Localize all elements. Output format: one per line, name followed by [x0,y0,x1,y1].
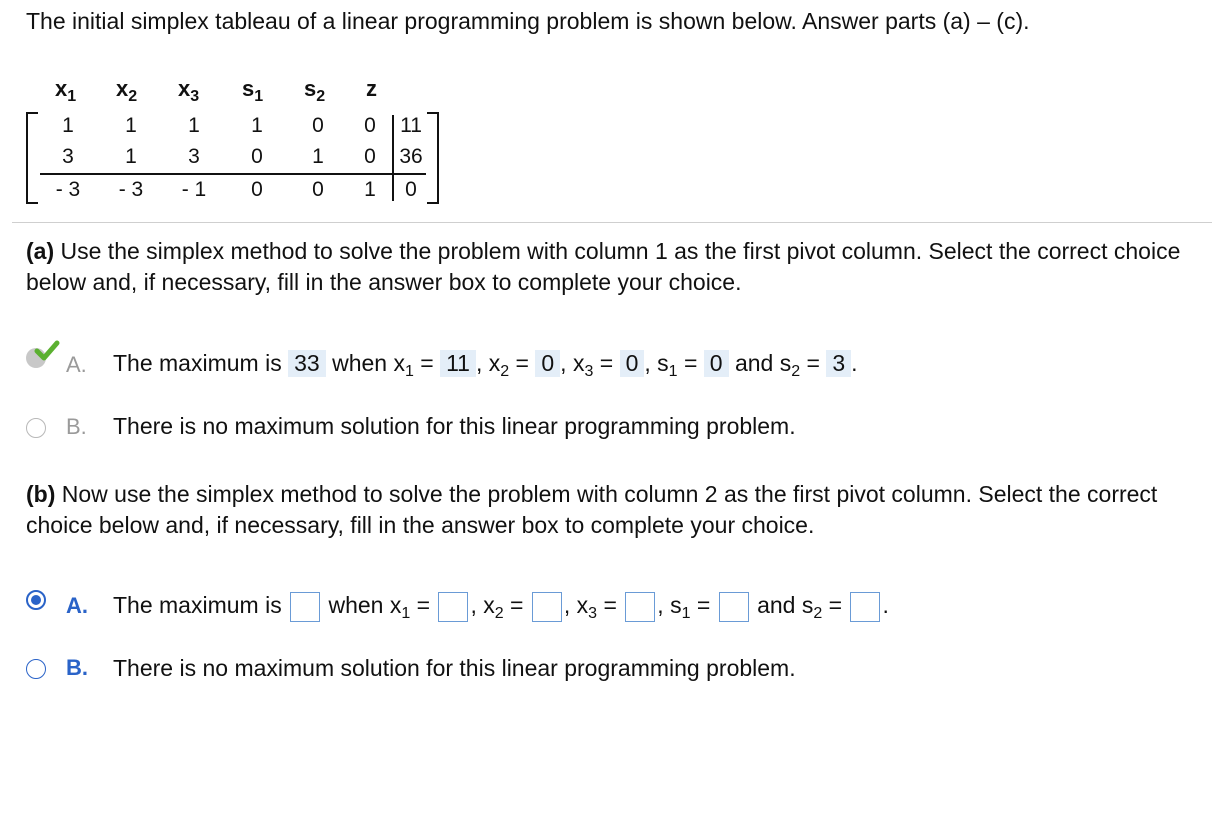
part-b-label: (b) [26,481,56,507]
cell: 1 [312,145,324,168]
part-b-choice-b-letter: B. [66,655,88,680]
cell: 0 [364,145,376,168]
cell: 3 [62,145,74,168]
cell: - 3 [55,178,81,201]
cell: 3 [188,145,200,168]
when-text: when [328,592,384,619]
part-b-prompt [26,479,1196,541]
s2-input[interactable] [850,592,880,622]
x2-answer: 0 [535,350,560,377]
part-b-choice-a-radio[interactable] [26,590,46,610]
cell: 0 [405,178,417,201]
maximum-input[interactable] [290,592,320,622]
right-bracket-top [427,112,439,114]
header-x1: $x_1$ [55,76,77,105]
s2-answer: 3 [826,350,851,377]
header-s2: $s_2$ [304,76,326,105]
s1-answer: 0 [704,350,729,377]
checkmark-icon [34,340,60,362]
part-a-choice-b-text[interactable]: There is no maximum solution for this linear programming problem. [113,413,796,439]
part-b-choice-a[interactable]: The maximum is when $x_1$ = , $x_2$ = , $x_3$ = , $s_1$ = and $s_2$ = . [113,592,889,623]
part-a-choice-b-radio[interactable] [26,418,46,438]
x1-input[interactable] [438,592,468,622]
objective-separator [40,173,426,175]
left-bracket-bottom [26,202,38,204]
header-s1: $s_1$ [242,76,264,105]
x2-input[interactable] [532,592,562,622]
cell: 0 [251,178,263,201]
choice-text: The maximum is [113,350,282,376]
and-text: and [757,592,796,619]
cell: 1 [251,114,263,137]
right-bracket-bottom [427,202,439,204]
part-b-choice-a-letter: A. [66,593,88,618]
choice-text: The maximum is [113,592,282,619]
cell: 1 [125,114,137,137]
part-a-choice-b-letter: B. [66,414,87,439]
cell: 11 [400,114,422,137]
part-a-choice-a[interactable]: The maximum is 33 when $x_1 = 11$ , $x_2 = 0$ , $x_3 = 0$ , $s_1 = 0$ and $s_2 = 3$ . [113,350,858,380]
part-a-label: (a) [26,238,55,264]
x3-input[interactable] [625,592,655,622]
cell: - 3 [118,178,144,201]
cell: 0 [251,145,263,168]
header-x2: $x_2$ [116,76,138,105]
instructions: The initial simplex tableau of a linear programming problem is shown below. Answer parts (a) – (c). [26,8,1030,34]
when-text: when [332,350,388,376]
x1-answer: 11 [440,350,476,377]
s1-input[interactable] [719,592,749,622]
section-divider [12,222,1212,223]
header-x3: $x_3$ [178,76,200,105]
cell: 0 [312,114,324,137]
part-b-choice-b-radio[interactable] [26,659,46,679]
left-bracket [26,112,28,204]
left-bracket-top [26,112,38,114]
part-b-choice-b-text[interactable]: There is no maximum solution for this linear programming problem. [113,655,796,681]
cell: 0 [312,178,324,201]
cell: 1 [62,114,74,137]
right-bracket [437,112,439,204]
part-a-text: Use the simplex method to solve the problem with column 1 as the first pivot column. Select the correct choice below and, if necessary, fill in the answer box to complete your choice. [26,238,1181,295]
cell: 0 [364,114,376,137]
part-a-choice-a-letter: A. [66,352,87,377]
cell: 36 [399,145,423,168]
maximum-answer: 33 [288,350,326,377]
cell: 1 [364,178,376,201]
and-text: and [734,350,774,376]
part-a-prompt [26,236,1196,298]
part-b-text: Now use the simplex method to solve the problem with column 2 as the first pivot column. Select the correct choice below and, if necessary, fill in the answer box to complete your choice. [26,481,1158,538]
x3-answer: 0 [620,350,645,377]
header-z: z [366,76,377,101]
cell: 1 [125,145,137,168]
cell: 1 [188,114,200,137]
cell: - 1 [181,178,207,201]
radio-dot [31,595,41,605]
